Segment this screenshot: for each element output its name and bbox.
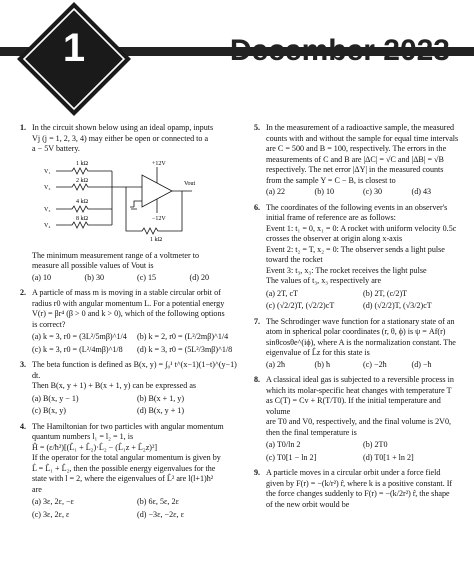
left-column xyxy=(20,123,242,525)
options: (a) k = 3, r0 = (3L²/5mβ)^1/4 (b) k = 2, r0 = (L²/2mβ)^1/4 (c) k = 3, r0 = (L²/4mβ)^1/8 (d) k = 3, r0 = (5L²/3mβ)^1/8 xyxy=(32,332,233,354)
svg-text:4 kΩ: 4 kΩ xyxy=(76,198,88,205)
question-2: 2. A particle of mass m is moving in a stable circular orbit of radius r0 with angular momentum L. For a potential energy V(r) = βr⁴ (β > 0 and k > 0), which of the following options is correct? (a) k = 3, r0 = (3L²/5mβ)^1/4 (b) k = 2, r0 = (L²/2mβ)^1/4 (c) k = 3, r0 = (L²/4mβ)^1/8 (d) k = 3, r0 = (5L²/3mβ)^1/8 xyxy=(20,288,242,355)
question-1: 1. In the circuit shown below using an ideal opamp, inputs Vj (j = 1, 2, 3, 4) may either be open or connected to a a − 5V battery. +12V −12V Vout 1 kΩ 2 kΩ 4 kΩ 8 kΩ 1 kΩ V₁ V₂ V₃ V₄ The minimum measurement range of a voltmeter to measure all possible values of Vout is (a) 10 (b) 30 (c) 15 (d) 20 xyxy=(20,123,242,283)
chapter-header xyxy=(0,0,474,118)
options: (a) 3ε, 2ε, −ε (b) 6ε, 5ε, 2ε (c) 3ε, 2ε, ε (d) −3ε, −2ε, ε xyxy=(32,497,184,519)
chapter-number: 1 xyxy=(62,26,86,70)
svg-text:8 kΩ: 8 kΩ xyxy=(76,215,88,222)
options: (a) 22 (b) 10 (c) 30 (d) 43 xyxy=(266,187,432,196)
svg-text:V₂: V₂ xyxy=(44,184,51,191)
options: (a) 2ħ (b) ħ (c) −2ħ (d) −ħ xyxy=(266,359,432,369)
question-9: 9. A particle moves in a circular orbit under a force field given by F(r) = −(k/r²) r̂, where k is a positive constant. If the force changes suddenly to F(r) = −(k/2r²) r̂, the shape of the new orbit would be xyxy=(254,468,453,509)
question-7: 7. The Schrodinger wave function for a stationary state of an atom in spherical polar coordinates (r, θ, ϕ) is ψ = Af(r) sinθcosθe^(iϕ), where A is the normalization constant. The eigenvalue of L̂z for this state is (a) 2ħ (b) ħ (c) −2ħ (d) −ħ xyxy=(254,317,460,371)
options: (a) B(x, y − 1) (b) B(x + 1, y) (c) B(x, y) (d) B(x, y + 1) xyxy=(32,393,185,415)
svg-text:1 kΩ: 1 kΩ xyxy=(76,160,88,167)
svg-text:V₃: V₃ xyxy=(44,206,51,213)
options: (a) 2T, cT (b) 2T, (c/2)T (c) (√2/2)T, (√2/2)cT (d) (√2/2)T, (√3/2)cT xyxy=(266,288,432,310)
question-5: 5. In the measurement of a radioactive sample, the measured counts with and without the sample for equal time intervals are C = 500 and B = 100, respectively. The errors in the measurements of C and B are |ΔC| = √C and |ΔB| = √B respectively. The net error |ΔY| in the measured counts from the sample Y = C − B, is closest to (a) 22 (b) 10 (c) 30 (d) 43 xyxy=(254,123,459,196)
svg-text:V₁: V₁ xyxy=(44,168,51,175)
right-column xyxy=(254,123,460,515)
options: (a) 10 (b) 30 (c) 15 (d) 20 xyxy=(32,272,210,282)
svg-text:2 kΩ: 2 kΩ xyxy=(76,177,88,184)
opamp-circuit-diagram xyxy=(42,157,212,249)
question-3: 3. The beta function is defined as B(x, y) = ∫₀¹ t^(x−1)(1−t)^(y−1) dt. Then B(x, y + 1) + B(x + 1, y) can be expressed as (a) B(x, y − 1) (b) B(x + 1, y) (c) B(x, y) (d) B(x, y + 1) xyxy=(20,360,242,417)
question-6: 6. The coordinates of the following events in an observer's initial frame of reference are as follows: Event 1: t₁ = 0, x₁ = 0: A rocket with uniform velocity 0.5c crosses the observer at origin along x-axis Event 2: t₂ = T, x₂ = 0: The observer sends a light pulse toward the rocket Event 3: t₃, x₃: The rocket receives the light pulse The values of t₃, x₃ respectively are (a) 2T, cT (b) 2T, (c/2)T (c) (√2/2)T, (√2/2)cT (d) (√2/2)T, (√3/2)cT xyxy=(254,203,460,312)
svg-text:1 kΩ: 1 kΩ xyxy=(150,236,162,243)
question-8: 8. A classical ideal gas is subjected to a reversible process in which its molar-specific heat changes with temperature T as C(T) = Cv + R(T/T0). If the initial temperature and volume are T0 and V0, respectively, and the final volume is 2V0, then the final temperature is (a) T0/ln 2 (b) 2T0 (c) T0[1 − ln 2] (d) T0[1 + ln 2] xyxy=(254,375,460,463)
vout-label: Vout xyxy=(184,180,196,187)
page-title: December 2023 xyxy=(229,34,450,67)
vcc-pos-label: +12V xyxy=(152,160,166,167)
svg-text:V₄: V₄ xyxy=(44,222,51,229)
vcc-neg-label: −12V xyxy=(152,215,166,222)
options: (a) T0/ln 2 (b) 2T0 (c) T0[1 − ln 2] (d) T0[1 + ln 2] xyxy=(266,440,414,462)
question-4: 4. The Hamiltonian for two particles with angular momentum quantum numbers l₁ = l₂ = 1, is Ĥ = (ε/ħ²)[(L̂₁ + L̂₂)·L̂₂ − (L̂₁z + L̂₂z)²] If the operator for the total angular momentum is given by L̂ = L̂₁ + L̂₂, then the possible energy eigenvalues for the state with l = 2, where the eigenvalues of L̂² are l(l+1)ħ² are (a) 3ε, 2ε, −ε (b) 6ε, 5ε, 2ε (c) 3ε, 2ε, ε (d) −3ε, −2ε, ε xyxy=(20,422,242,521)
